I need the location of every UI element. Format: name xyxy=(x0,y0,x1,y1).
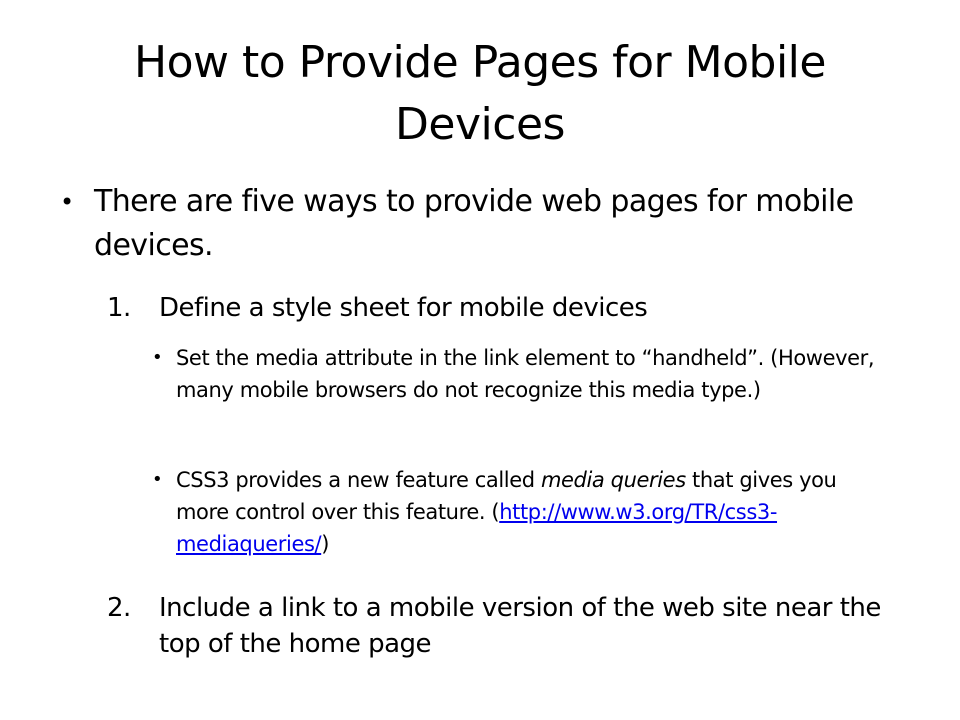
slide-title: How to Provide Pages for Mobile Devices xyxy=(134,37,826,150)
text-before-emphasis: CSS3 provides a new feature called xyxy=(176,468,541,492)
bullet-dot-icon: • xyxy=(152,469,163,490)
item-number: 2. xyxy=(107,593,131,623)
sub-bullet-text xyxy=(152,464,892,560)
paren-open: ( xyxy=(491,500,500,524)
emphasized-term: media queries xyxy=(540,468,686,492)
paren-close: ) xyxy=(321,532,329,556)
sub-bullet-media-queries xyxy=(152,464,892,560)
numbered-item-1 xyxy=(107,290,897,326)
item-number: 1. xyxy=(107,293,131,323)
item-text: Include a link to a mobile version of the web site near the top of the home page xyxy=(159,593,881,659)
sub-bullet-handheld xyxy=(152,342,892,406)
css3-mediaqueries-link[interactable]: http://www.w3.org/TR/css3-mediaqueries/ xyxy=(176,500,778,556)
text-after-emphasis: that gives you more control over this feature. xyxy=(176,468,837,524)
intro-bullet xyxy=(60,180,900,268)
item-text: Define a style sheet for mobile devices xyxy=(159,293,648,323)
numbered-item-2 xyxy=(107,590,897,662)
intro-text: There are five ways to provide web pages for mobile devices. xyxy=(94,184,854,263)
sub-bullet-text: Set the media attribute in the link element to “handheld”. (However, many mobile browsers do not recognize this media type.) xyxy=(176,346,875,402)
bullet-dot-icon: • xyxy=(152,347,163,368)
bullet-dot-icon: • xyxy=(60,188,74,216)
